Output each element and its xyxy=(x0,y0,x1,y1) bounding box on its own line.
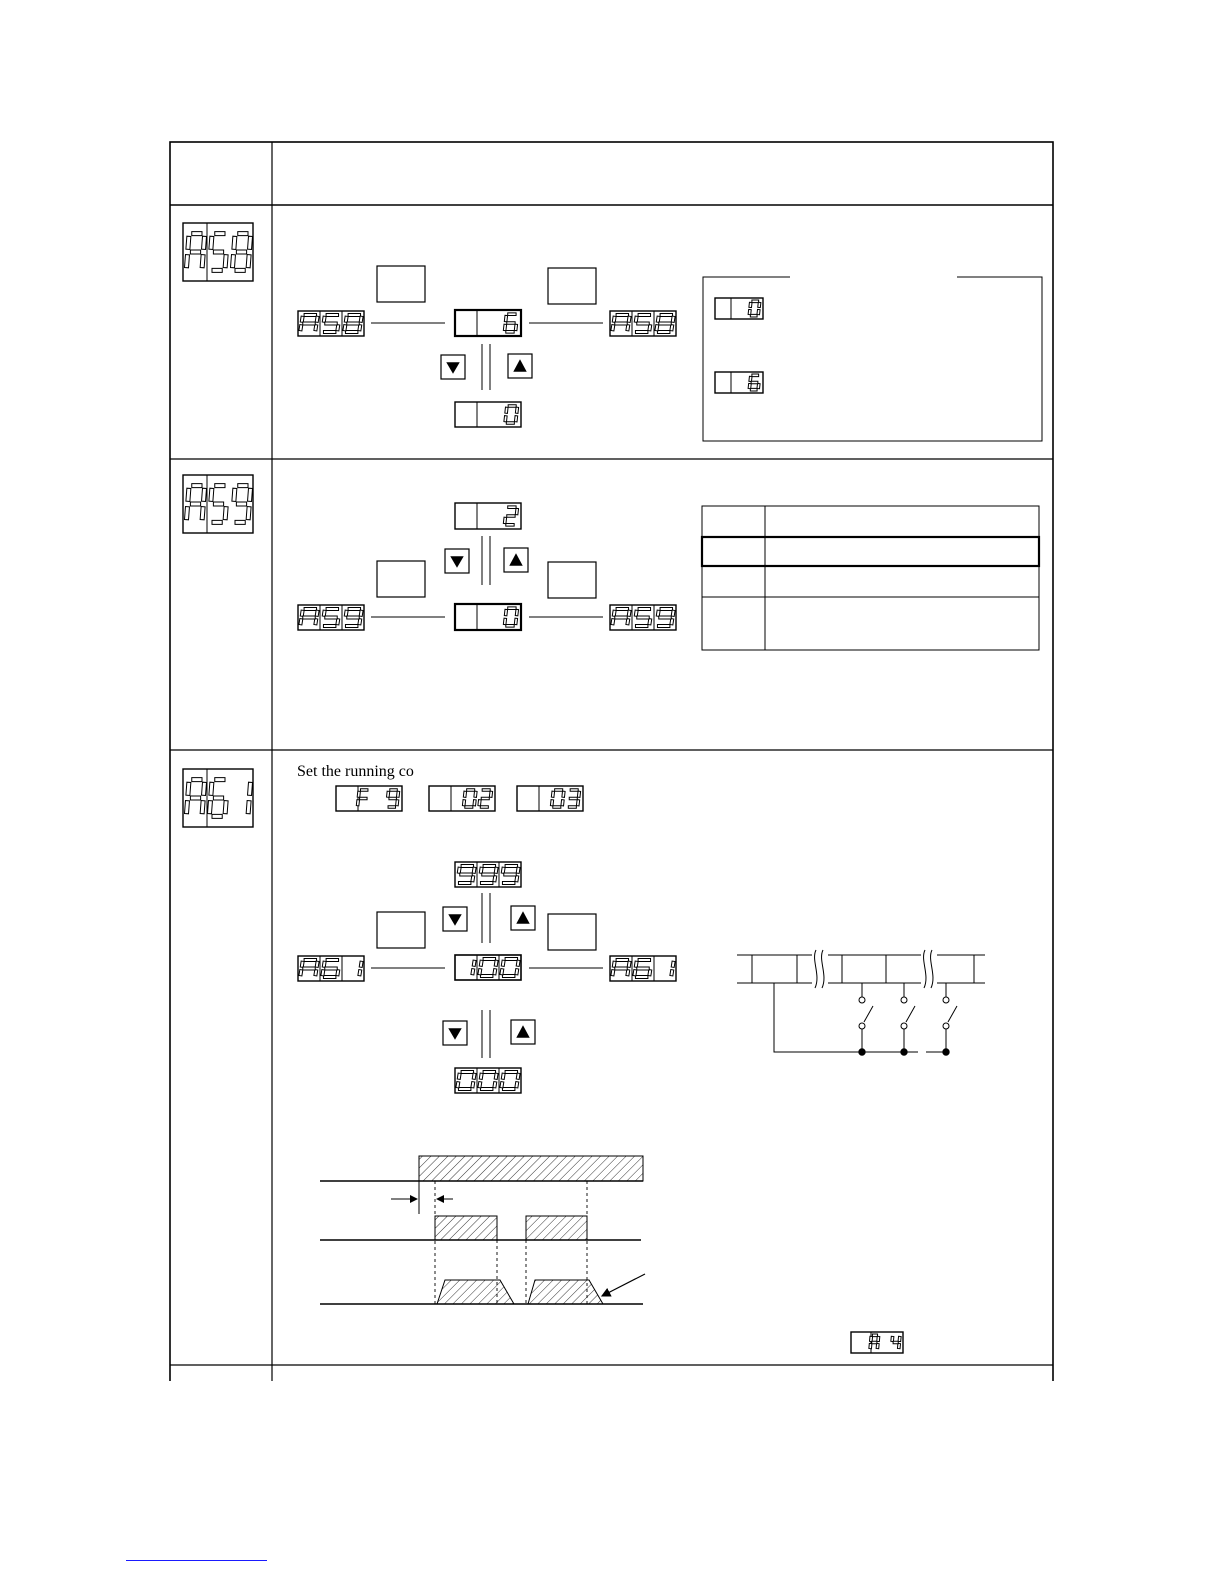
a61-display-right xyxy=(610,956,676,981)
up-arrow-key-icon xyxy=(511,906,535,930)
a61-intro-text: Set the running co xyxy=(297,763,414,780)
footer-link-underline[interactable] xyxy=(126,1560,267,1561)
a61-flow-diagram xyxy=(298,862,676,1093)
a59-display-max xyxy=(455,503,521,529)
down-arrow-key-icon xyxy=(441,355,465,379)
terminal-wiring-diagram xyxy=(737,950,985,1057)
segment-digit xyxy=(322,608,340,628)
down-arrow-key-icon xyxy=(445,549,469,573)
a61-ref-code-03 xyxy=(517,786,583,811)
up-arrow-key-icon xyxy=(511,1020,535,1044)
a59-display-left xyxy=(298,605,364,630)
up-arrow-key-icon xyxy=(504,548,528,572)
timing-diagram xyxy=(320,1156,645,1304)
a61-key-blank-left xyxy=(377,912,425,948)
a61-ref-code-f9 xyxy=(336,786,402,811)
a58-display-min xyxy=(455,402,521,427)
down-arrow-key-icon xyxy=(443,907,467,931)
segment-digit xyxy=(634,608,652,628)
a58-key-blank-left xyxy=(377,266,425,302)
a59-flow-diagram xyxy=(298,503,676,630)
up-arrow-key-icon xyxy=(508,354,532,378)
segment-digit xyxy=(634,314,652,334)
code-cell-a61 xyxy=(183,769,253,827)
a58-legend-option-0 xyxy=(715,298,763,319)
down-arrow-key-icon xyxy=(443,1021,467,1045)
a61-key-blank-right xyxy=(548,914,596,950)
a58-legend-option-6 xyxy=(715,372,763,393)
code-cell-a58 xyxy=(183,223,253,281)
a59-display-right xyxy=(610,605,676,630)
code-cell-a59 xyxy=(183,475,253,533)
a59-options-table xyxy=(702,506,1039,650)
a59-key-blank-right xyxy=(548,562,596,598)
a61-bottom-reference-code xyxy=(851,1332,903,1353)
a61-ref-code-02 xyxy=(429,786,495,811)
a61-display-left xyxy=(298,956,364,981)
a59-key-blank-left xyxy=(377,561,425,597)
a58-display-right xyxy=(610,311,676,336)
segment-digit xyxy=(322,314,340,334)
a61-display-current xyxy=(455,955,521,980)
a58-key-blank-right xyxy=(548,268,596,304)
a59-display-current xyxy=(455,604,521,630)
a58-display-left xyxy=(298,311,364,336)
a61-display-min xyxy=(455,1068,521,1093)
a61-reference-codes xyxy=(336,786,583,811)
a58-display-current xyxy=(455,310,521,336)
a58-legend-box xyxy=(703,277,1042,441)
a58-flow-diagram xyxy=(298,266,676,427)
a61-display-max xyxy=(455,862,521,887)
